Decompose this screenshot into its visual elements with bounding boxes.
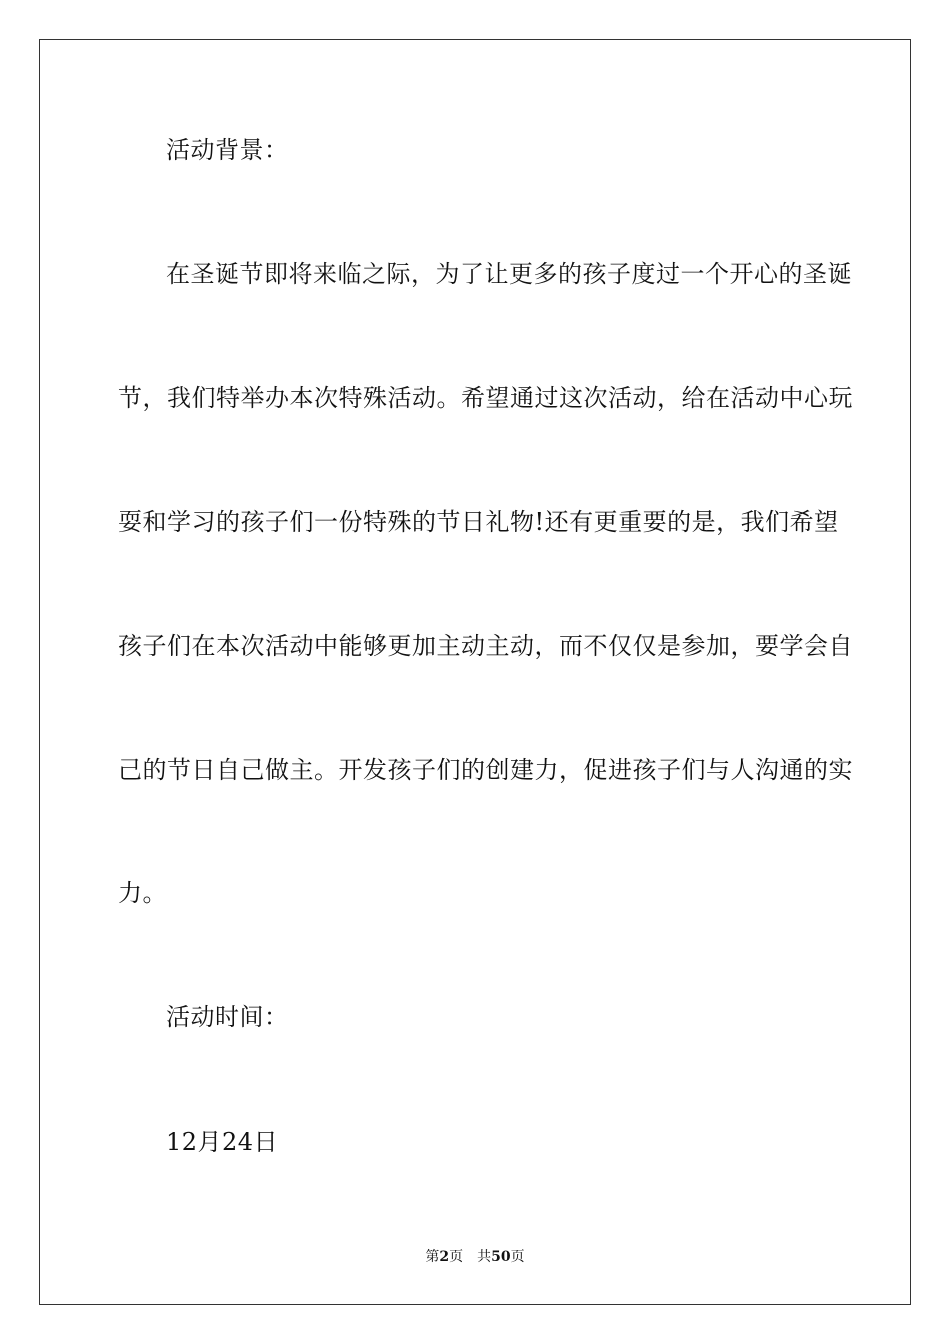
page-frame [39,39,911,1305]
paragraph-line-5: 己的节日自己做主。开发孩子们的创建力，促进孩子们与人沟通的实 [118,756,853,784]
paragraph-line-6: 力。 [118,879,167,907]
heading-activity-time: 活动时间： [166,1003,289,1031]
footer-page-prefix: 第 [425,1249,440,1265]
page-footer [0,1248,950,1266]
paragraph-line-3: 耍和学习的孩子们一份特殊的节日礼物!还有更重要的是，我们希望 [118,508,839,536]
footer-page-number: 2 [439,1249,450,1265]
activity-date: 12月24日 [166,1128,279,1156]
footer-total-pages: 50 [491,1249,511,1265]
paragraph-line-2: 节，我们特举办本次特殊活动。希望通过这次活动，给在活动中心玩 [118,384,853,412]
paragraph-line-1: 在圣诞节即将来临之际，为了让更多的孩子度过一个开心的圣诞 [166,260,852,288]
footer-total-prefix: 共 [477,1249,492,1265]
footer-total-suffix: 页 [510,1249,525,1265]
footer-page-suffix: 页 [449,1249,464,1265]
heading-activity-background: 活动背景： [166,136,289,164]
paragraph-line-4: 孩子们在本次活动中能够更加主动主动，而不仅仅是参加，要学会自 [118,632,853,660]
